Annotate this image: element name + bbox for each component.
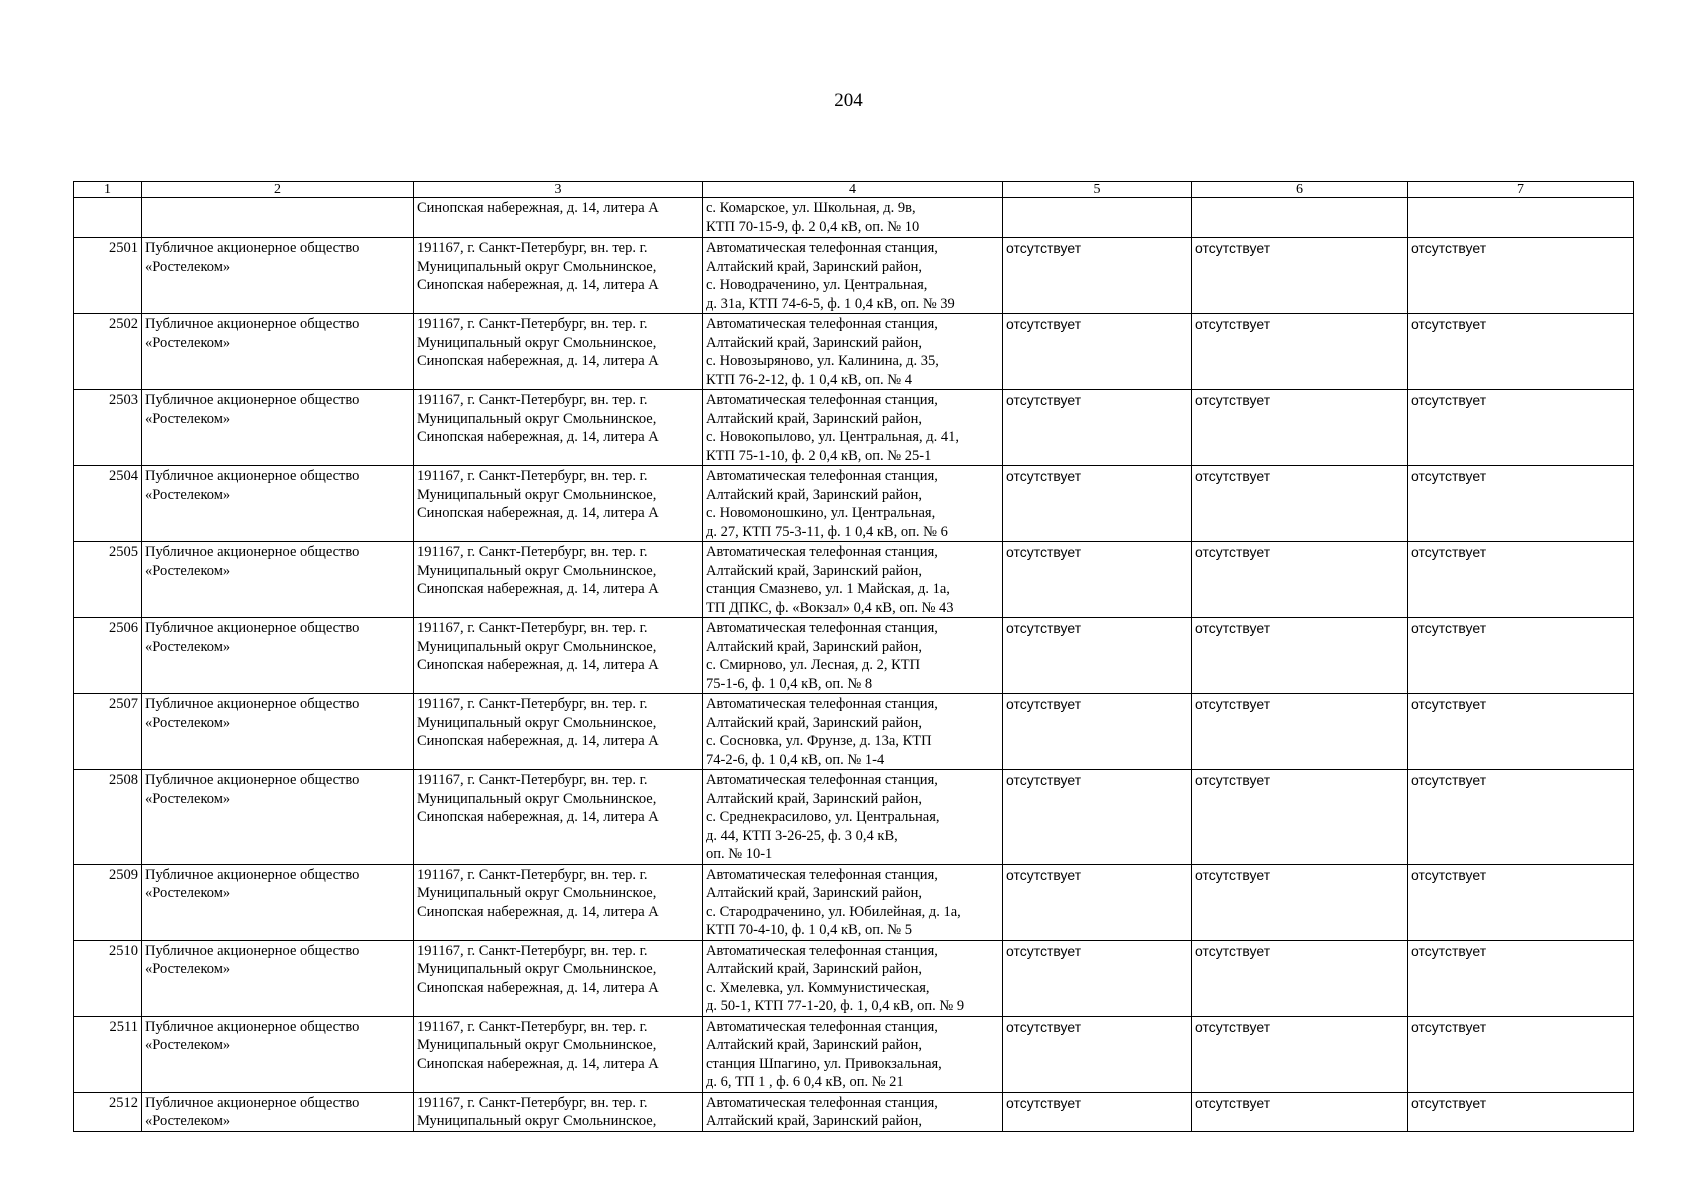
table-row xyxy=(74,770,1634,865)
owner-address: 191167, г. Санкт-Петербург, вн. тер. г. Муниципальный округ Смольнинское, Синопская набережная, д. 14, литера А xyxy=(414,1016,703,1092)
column-7-value: отсутствует xyxy=(1408,940,1634,1016)
column-7-value: отсутствует xyxy=(1408,238,1634,314)
owner-name: Публичное акционерное общество «Ростелеком» xyxy=(142,1092,414,1131)
column-5-value: отсутствует xyxy=(1003,1016,1192,1092)
row-number xyxy=(74,198,142,238)
owner-name: Публичное акционерное общество «Ростелеком» xyxy=(142,390,414,466)
table-row xyxy=(74,864,1634,940)
column-header-6: 6 xyxy=(1192,182,1408,198)
owner-address: 191167, г. Санкт-Петербург, вн. тер. г. Муниципальный округ Смольнинское, Синопская набережная, д. 14, литера А xyxy=(414,864,703,940)
row-number: 2501 xyxy=(74,238,142,314)
owner-name: Публичное акционерное общество «Ростелеком» xyxy=(142,618,414,694)
table-row xyxy=(74,542,1634,618)
column-5-value: отсутствует xyxy=(1003,770,1192,865)
registry-body xyxy=(74,198,1634,1132)
owner-address: 191167, г. Санкт-Петербург, вн. тер. г. Муниципальный округ Смольнинское, Синопская набережная, д. 14, литера А xyxy=(414,770,703,865)
table-row xyxy=(74,314,1634,390)
column-header-7: 7 xyxy=(1408,182,1634,198)
owner-address: 191167, г. Санкт-Петербург, вн. тер. г. Муниципальный округ Смольнинское, xyxy=(414,1092,703,1131)
row-number: 2504 xyxy=(74,466,142,542)
registry-table xyxy=(73,181,1634,1132)
row-number: 2511 xyxy=(74,1016,142,1092)
column-6-value: отсутствует xyxy=(1192,390,1408,466)
column-7-value: отсутствует xyxy=(1408,1092,1634,1131)
object-location: с. Комарское, ул. Школьная, д. 9в, КТП 70-15-9, ф. 2 0,4 кВ, оп. № 10 xyxy=(703,198,1003,238)
column-5-value: отсутствует xyxy=(1003,940,1192,1016)
object-location: Автоматическая телефонная станция, Алтайский край, Заринский район, xyxy=(703,1092,1003,1131)
column-5-value: отсутствует xyxy=(1003,390,1192,466)
table-row xyxy=(74,1092,1634,1131)
column-6-value: отсутствует xyxy=(1192,694,1408,770)
row-number: 2503 xyxy=(74,390,142,466)
row-number: 2502 xyxy=(74,314,142,390)
page-number: 204 xyxy=(834,90,863,111)
object-location: Автоматическая телефонная станция, Алтайский край, Заринский район, с. Новодрачeнино, ул. Центральная, д. 31а, КТП 74-6-5, ф. 1 0,4 кВ, оп. № 39 xyxy=(703,238,1003,314)
column-header-4: 4 xyxy=(703,182,1003,198)
column-5-value: отсутствует xyxy=(1003,314,1192,390)
object-location: Автоматическая телефонная станция, Алтайский край, Заринский район, с. Среднекрасилово, ул. Центральная, д. 44, КТП 3-26-25, ф. 3 0,4 кВ, оп. № 10-1 xyxy=(703,770,1003,865)
column-5-value: отсутствует xyxy=(1003,694,1192,770)
owner-address: 191167, г. Санкт-Петербург, вн. тер. г. Муниципальный округ Смольнинское, Синопская набережная, д. 14, литера А xyxy=(414,314,703,390)
owner-name: Публичное акционерное общество «Ростелеком» xyxy=(142,1016,414,1092)
column-6-value: отсутствует xyxy=(1192,770,1408,865)
owner-name: Публичное акционерное общество «Ростелеком» xyxy=(142,694,414,770)
table-row xyxy=(74,618,1634,694)
object-location: Автоматическая телефонная станция, Алтайский край, Заринский район, с. Стародраченино, ул. Юбилейная, д. 1а, КТП 70-4-10, ф. 1 0,4 кВ, оп. № 5 xyxy=(703,864,1003,940)
row-number: 2512 xyxy=(74,1092,142,1131)
column-5-value: отсутствует xyxy=(1003,466,1192,542)
table-row xyxy=(74,238,1634,314)
owner-address: Синопская набережная, д. 14, литера А xyxy=(414,198,703,238)
column-5-value: отсутствует xyxy=(1003,1092,1192,1131)
row-number: 2507 xyxy=(74,694,142,770)
object-location: Автоматическая телефонная станция, Алтайский край, Заринский район, с. Новозыряново, ул. Калинина, д. 35, КТП 76-2-12, ф. 1 0,4 кВ, оп. № 4 xyxy=(703,314,1003,390)
column-7-value: отсутствует xyxy=(1408,390,1634,466)
column-6-value: отсутствует xyxy=(1192,466,1408,542)
owner-address: 191167, г. Санкт-Петербург, вн. тер. г. Муниципальный округ Смольнинское, Синопская набережная, д. 14, литера А xyxy=(414,618,703,694)
row-number: 2508 xyxy=(74,770,142,865)
continuation-row xyxy=(74,198,1634,238)
column-number-row xyxy=(74,182,1634,198)
object-location: Автоматическая телефонная станция, Алтайский край, Заринский район, с. Новомоношкино, ул. Центральная, д. 27, КТП 75-3-11, ф. 1 0,4 кВ, оп. № 6 xyxy=(703,466,1003,542)
object-location: Автоматическая телефонная станция, Алтайский край, Заринский район, с. Хмелевка, ул. Коммунистическая, д. 50-1, КТП 77-1-20, ф. 1, 0,4 кВ, оп. № 9 xyxy=(703,940,1003,1016)
object-location: Автоматическая телефонная станция, Алтайский край, Заринский район, с. Сосновка, ул. Фрунзе, д. 13а, КТП 74-2-6, ф. 1 0,4 кВ, оп. № 1-4 xyxy=(703,694,1003,770)
column-5-value: отсутствует xyxy=(1003,542,1192,618)
column-7-value: отсутствует xyxy=(1408,466,1634,542)
column-7-value xyxy=(1408,198,1634,238)
owner-address: 191167, г. Санкт-Петербург, вн. тер. г. Муниципальный округ Смольнинское, Синопская набережная, д. 14, литера А xyxy=(414,542,703,618)
owner-address: 191167, г. Санкт-Петербург, вн. тер. г. Муниципальный округ Смольнинское, Синопская набережная, д. 14, литера А xyxy=(414,466,703,542)
owner-name: Публичное акционерное общество «Ростелеком» xyxy=(142,864,414,940)
owner-name: Публичное акционерное общество «Ростелеком» xyxy=(142,466,414,542)
column-header-3: 3 xyxy=(414,182,703,198)
column-5-value xyxy=(1003,198,1192,238)
column-6-value: отсутствует xyxy=(1192,314,1408,390)
column-7-value: отсутствует xyxy=(1408,770,1634,865)
object-location: Автоматическая телефонная станция, Алтайский край, Заринский район, с. Смирново, ул. Лесная, д. 2, КТП 75-1-6, ф. 1 0,4 кВ, оп. № 8 xyxy=(703,618,1003,694)
column-5-value: отсутствует xyxy=(1003,618,1192,694)
column-6-value: отсутствует xyxy=(1192,864,1408,940)
row-number: 2505 xyxy=(74,542,142,618)
table-row xyxy=(74,694,1634,770)
object-location: Автоматическая телефонная станция, Алтайский край, Заринский район, станция Смазнево, ул. 1 Майская, д. 1а, ТП ДПКС, ф. «Вокзал» 0,4 кВ, оп. № 43 xyxy=(703,542,1003,618)
owner-address: 191167, г. Санкт-Петербург, вн. тер. г. Муниципальный округ Смольнинское, Синопская набережная, д. 14, литера А xyxy=(414,390,703,466)
owner-address: 191167, г. Санкт-Петербург, вн. тер. г. Муниципальный округ Смольнинское, Синопская набережная, д. 14, литера А xyxy=(414,694,703,770)
column-7-value: отсутствует xyxy=(1408,618,1634,694)
column-7-value: отсутствует xyxy=(1408,864,1634,940)
column-5-value: отсутствует xyxy=(1003,864,1192,940)
column-6-value: отсутствует xyxy=(1192,940,1408,1016)
owner-name: Публичное акционерное общество «Ростелеком» xyxy=(142,940,414,1016)
owner-name: Публичное акционерное общество «Ростелеком» xyxy=(142,238,414,314)
column-header-1: 1 xyxy=(74,182,142,198)
column-6-value xyxy=(1192,198,1408,238)
column-7-value: отсутствует xyxy=(1408,694,1634,770)
column-6-value: отсутствует xyxy=(1192,238,1408,314)
column-6-value: отсутствует xyxy=(1192,1092,1408,1131)
column-7-value: отсутствует xyxy=(1408,1016,1634,1092)
owner-name: Публичное акционерное общество «Ростелеком» xyxy=(142,542,414,618)
table-row xyxy=(74,1016,1634,1092)
owner-address: 191167, г. Санкт-Петербург, вн. тер. г. Муниципальный округ Смольнинское, Синопская набережная, д. 14, литера А xyxy=(414,940,703,1016)
object-location: Автоматическая телефонная станция, Алтайский край, Заринский район, с. Новокопылово, ул. Центральная, д. 41, КТП 75-1-10, ф. 2 0,4 кВ, оп. № 25-1 xyxy=(703,390,1003,466)
column-header-5: 5 xyxy=(1003,182,1192,198)
column-6-value: отсутствует xyxy=(1192,618,1408,694)
table-row xyxy=(74,466,1634,542)
row-number: 2510 xyxy=(74,940,142,1016)
column-7-value: отсутствует xyxy=(1408,314,1634,390)
column-5-value: отсутствует xyxy=(1003,238,1192,314)
owner-name xyxy=(142,198,414,238)
row-number: 2509 xyxy=(74,864,142,940)
object-location: Автоматическая телефонная станция, Алтайский край, Заринский район, станция Шпагино, ул. Привокзальная, д. 6, ТП 1 , ф. 6 0,4 кВ, оп. № 21 xyxy=(703,1016,1003,1092)
owner-address: 191167, г. Санкт-Петербург, вн. тер. г. Муниципальный округ Смольнинское, Синопская набережная, д. 14, литера А xyxy=(414,238,703,314)
table-row xyxy=(74,940,1634,1016)
column-7-value: отсутствует xyxy=(1408,542,1634,618)
column-6-value: отсутствует xyxy=(1192,1016,1408,1092)
column-6-value: отсутствует xyxy=(1192,542,1408,618)
owner-name: Публичное акционерное общество «Ростелеком» xyxy=(142,314,414,390)
table-row xyxy=(74,390,1634,466)
row-number: 2506 xyxy=(74,618,142,694)
owner-name: Публичное акционерное общество «Ростелеком» xyxy=(142,770,414,865)
column-header-2: 2 xyxy=(142,182,414,198)
